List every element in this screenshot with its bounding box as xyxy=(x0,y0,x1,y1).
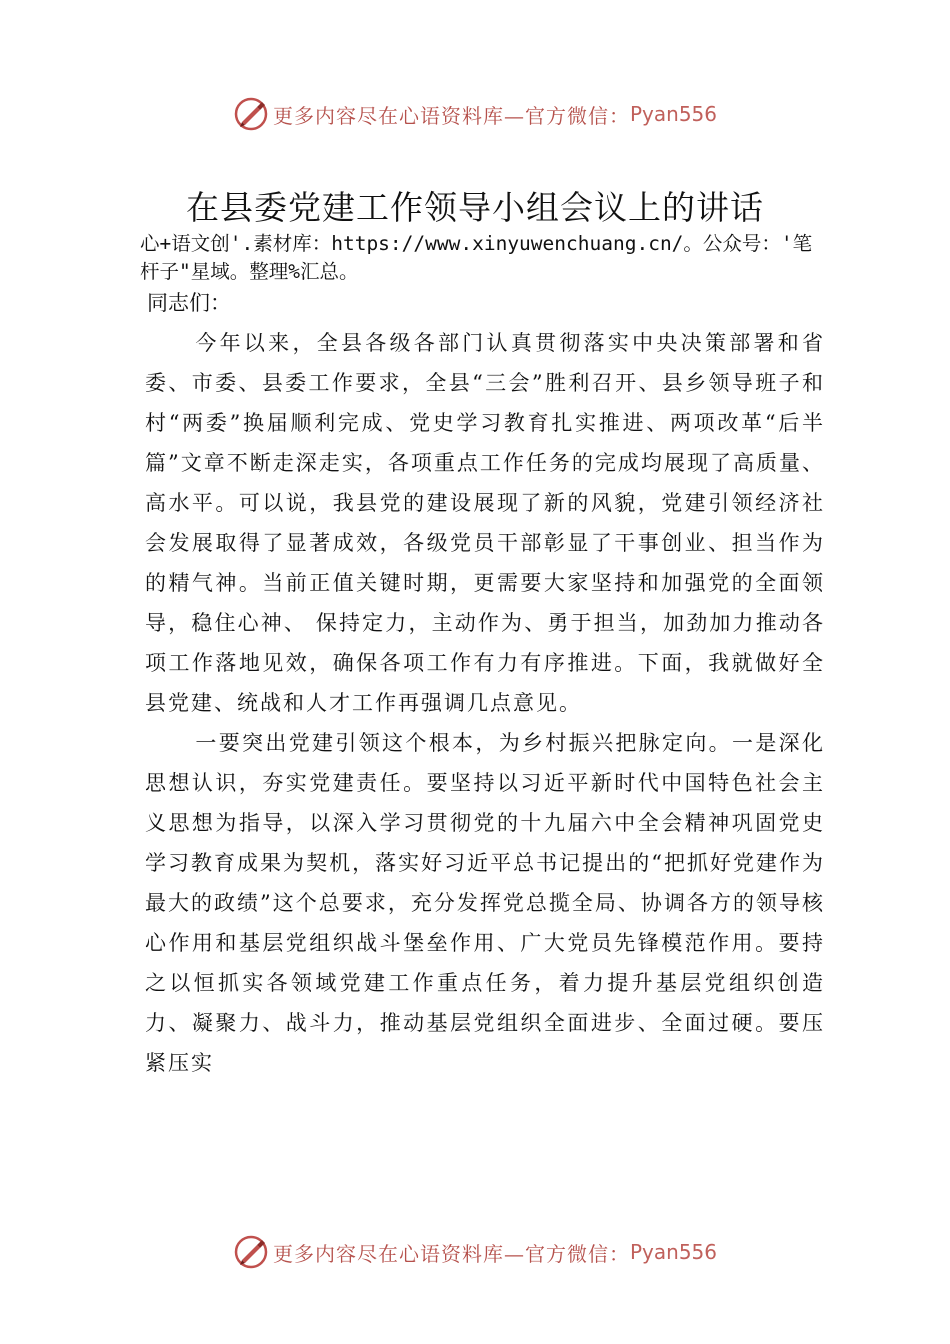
source-note: 心+语文创'.素材库：https://www.xinyuwenchuang.cn/。公众号：'笔杆子"星域。整理%汇总。 xyxy=(140,232,813,283)
paragraph-2: 一要突出党建引领这个根本，为乡村振兴把脉定向。一是深化思想认识，夯实党建责任。要坚持以习近平新时代中国特色社会主义思想为指导，以深入学习贯彻党的十九届六中全会精神巩固党史学习教育成果为契机，落实好习近平总书记提出的“把抓好党建作为最大的政绩”这个总要求，充分发挥党总揽全局、协调各方的领导核心作用和基层党组织战斗堡垒作用、广大党员先锋模范作用。要持之以恒抓实各领域党建工作重点任务，着力提升基层党组织创造力、凝聚力、战斗力，推动基层党组织全面进步、全面过硬。要压紧压实 xyxy=(145,731,825,1075)
pen-logo-icon xyxy=(233,96,269,132)
paragraph-1: 今年以来，全县各级各部门认真贯彻落实中央决策部署和省委、市委、县委工作要求，全县“三会”胜利召开、县乡领导班子和村“两委”换届顺利完成、党史学习教育扎实推进、两项改革“后半篇”文章不断走深走实，各项重点工作任务的完成均展现了高质量、高水平。可以说，我县党的建设展现了新的风貌，党建引领经济社会发展取得了显著成效，各级党员干部彰显了干事创业、担当作为的精气神。当前正值关键时期，更需要大家坚持和加强党的全面领导，稳住心神、 保持定力，主动作为、勇于担当，加劲加力推动各项工作落地见效，确保各项工作有力有序推进。下面，我就做好全县党建、统战和人才工作再强调几点意见。 xyxy=(145,331,825,715)
pen-logo-icon xyxy=(233,1234,269,1270)
document-title: 在县委党建工作领导小组会议上的讲话 xyxy=(186,188,764,227)
bottom-banner xyxy=(0,1232,950,1272)
banner-text: 更多内容尽在心语资料库—官方微信： xyxy=(272,103,630,128)
banner-wechat-id: Pyan556 xyxy=(629,102,717,126)
body-text xyxy=(145,323,825,1083)
top-banner xyxy=(0,94,950,134)
banner-wechat-id: Pyan556 xyxy=(629,1240,717,1264)
salutation: 同志们： xyxy=(147,291,231,315)
banner-text: 更多内容尽在心语资料库—官方微信： xyxy=(272,1241,630,1266)
